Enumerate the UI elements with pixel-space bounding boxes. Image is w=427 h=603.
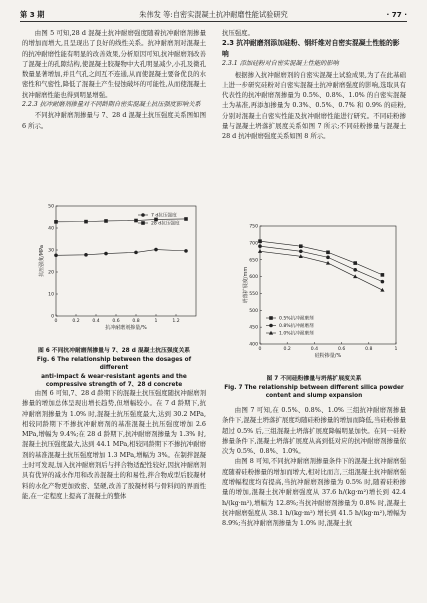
- data-point: [258, 249, 262, 253]
- left-column-lower: [22, 388, 206, 501]
- data-point: [154, 248, 158, 252]
- y-axis-label: 抗压强度/MPa: [39, 245, 45, 277]
- legend-label: 1.0%抗冲耐磨剂: [279, 331, 314, 337]
- y-tick-label: 700: [249, 241, 258, 247]
- fig6-caption-en-1: Fig. 6 The relationship between the dosages of different: [36, 356, 192, 372]
- y-tick-label: 20: [48, 270, 54, 276]
- data-point: [84, 220, 88, 224]
- x-tick-label: 0: [258, 347, 262, 352]
- legend-marker: [141, 221, 145, 225]
- x-tick-label: 1: [394, 347, 398, 352]
- section-heading-2-2-3: [22, 100, 206, 110]
- y-tick-label: 50: [48, 204, 54, 210]
- y-tick-label: 400: [249, 342, 258, 348]
- paragraph-silica-intro: 根据掺入抗冲耐磨剂的自密实混凝土试验成果,为了在此基础上进一步研究硅粉对自密实混凝土抗冲耐磨强度的影响,选取具有代表性的抗冲耐磨剂掺量为 0.5%、0.8%、1.0% 的自密实混凝土为基准,再添加掺量为 0.3%、0.5%、0.7% 和 0.9% 的硅粉,分别对混凝土自密实性能及抗冲耐磨性能进行研究。不同硅粉掺量与混凝土坍落扩展度关系如图 7 所示;不同硅粉掺量与混凝土 28 d 抗冲耐磨强度关系如图 8 所示。: [222, 70, 406, 141]
- data-point: [104, 252, 108, 256]
- fig6-caption-en-2: anti-impact & wear-resistant agents and the: [41, 373, 187, 380]
- legend-marker: [269, 316, 273, 320]
- paragraph-fig7-analysis: 由图 7 可知,在 0.5%、0.8%、1.0% 三组抗冲耐磨剂掺量条件下,混凝土坍落扩展度均随硅粉掺量的增加而降低,当硅粉掺量超过 0.5% 后,三组混凝土坍落扩展度降幅明显加快。在同一硅粉掺量条件下,混凝土坍落扩展度从高到低对应的抗冲耐磨剂掺量依次为 0.5%、0.8%、1.0%。: [222, 406, 406, 456]
- x-tick-label: 0: [54, 319, 58, 324]
- legend-label: 0.5%抗冲耐磨剂: [279, 316, 314, 322]
- data-point: [326, 250, 330, 254]
- data-point: [353, 261, 357, 265]
- data-point: [299, 244, 303, 248]
- y-tick-label: 10: [48, 292, 54, 298]
- figure-7-caption: [222, 375, 406, 401]
- series-line: [260, 251, 382, 290]
- x-tick-label: 0.6: [112, 319, 120, 324]
- page-number: · 77 ·: [386, 10, 407, 19]
- section-title: 抗冲耐磨剂掺量对不同龄期自密实混凝土抗压强度影响关系: [39, 101, 201, 109]
- data-point: [54, 253, 58, 257]
- x-tick-label: 1.2: [172, 319, 180, 324]
- data-point: [134, 251, 138, 255]
- y-tick-label: 650: [249, 258, 258, 264]
- x-tick-label: 0.4: [92, 319, 100, 324]
- data-point: [353, 268, 357, 272]
- legend-marker: [269, 324, 273, 328]
- data-point: [84, 253, 88, 257]
- series-line: [260, 246, 382, 281]
- data-point: [104, 219, 108, 223]
- data-point: [184, 249, 188, 253]
- issue-number: 第 3 期: [20, 10, 45, 19]
- data-point: [353, 274, 357, 278]
- right-column: [222, 28, 406, 142]
- y-tick-label: 0: [51, 314, 54, 320]
- y-tick-label: 600: [249, 275, 258, 281]
- y-tick-label: 450: [249, 325, 258, 331]
- legend-marker: [141, 213, 145, 217]
- fig6-caption-en-3: compressive strength of 7、28 d concrete: [45, 382, 183, 389]
- data-point: [381, 280, 385, 284]
- data-point: [54, 220, 58, 224]
- figure-6: [22, 200, 206, 342]
- data-point: [258, 239, 262, 243]
- running-title: 朱伟发 等:自密实混凝土抗冲耐磨性能试验研究: [139, 10, 288, 19]
- section-number: 2.2.3: [22, 101, 38, 109]
- series-line: [260, 241, 382, 275]
- figure-7: [222, 220, 406, 370]
- x-tick-label: 1: [154, 319, 158, 324]
- series-line: [56, 250, 186, 256]
- legend-label: 7 d抗压强度: [151, 213, 177, 219]
- data-point: [184, 217, 188, 221]
- section-title: 抗冲耐磨剂添加硅粉、钢纤维对自密实混凝土性能的影响: [222, 39, 400, 58]
- x-tick-label: 0.2: [72, 319, 80, 324]
- x-tick-label: 0.8: [365, 347, 373, 352]
- data-point: [134, 219, 138, 223]
- figure-6-caption: [22, 347, 206, 390]
- legend-label: 0.8%抗冲耐磨剂: [279, 324, 314, 330]
- y-tick-label: 30: [48, 248, 54, 254]
- paragraph-fig6-intro: 不同抗冲耐磨剂掺量与 7、28 d 混凝土抗压强度关系图如图 6 所示。: [22, 111, 206, 130]
- running-header: [20, 8, 407, 22]
- x-axis-label: 硅粉掺量/%: [314, 353, 342, 359]
- y-tick-label: 750: [249, 224, 258, 230]
- paragraph-continuation: 抗压强度。: [222, 29, 254, 37]
- section-number: 2.3: [222, 39, 235, 48]
- data-point: [381, 273, 385, 277]
- data-point: [258, 244, 262, 248]
- data-point: [380, 288, 384, 292]
- y-tick-label: 40: [48, 226, 54, 232]
- paragraph-fig6-analysis: 由图 6 可知,7、28 d 龄期下的混凝土抗压强度随抗冲耐磨剂掺量的增加总体呈现出增长趋势,但增幅较小。在 7 d 龄期下,抗冲耐磨剂掺量为 1.0% 时,混凝土抗压强度最大,达到 30.2 MPa,相较同龄期下不掺抗冲耐磨剂的基准混凝土抗压强度增加 2.6 MPa,增幅为 9.4%;在 28 d 龄期下,抗冲耐磨剂掺量为 1.3% 时,混凝土抗压强度最大,达到 44.1 MPa,相较同龄期下不掺抗冲耐磨剂的基准混凝土抗压强度增加 1.3 MPa,增幅为 3%。在制拌混凝土时可发现,加入抗冲耐磨剂后与拌合物适配性较好,因抗冲耐磨剂具有优异的减水作用和改善混凝土的和易性,拌合物成型后胶凝材料的水化产物更加致密、坚硬,改善了胶凝材料与骨料间的界面性能,在一定程度上提高了混凝土的整体: [22, 389, 206, 500]
- y-tick-label: 500: [249, 308, 258, 314]
- y-tick-label: 550: [249, 292, 258, 298]
- y-axis-label: 坍落扩展度/mm: [243, 266, 249, 304]
- subsection-number: 2.3.1: [222, 60, 238, 68]
- fig7-caption-en-1: Fig. 7 The relationship between different silica powder: [224, 384, 404, 391]
- legend-label: 28 d抗压强度: [151, 221, 180, 227]
- fig6-caption-cn: 图 6 不同抗冲耐磨剂掺量与 7、28 d 混凝土抗压强度关系: [37, 348, 191, 354]
- fig7-caption-en-2: content and slump expansion: [265, 393, 363, 400]
- figure-7-chart: [222, 220, 406, 370]
- right-column-lower: [222, 405, 406, 529]
- x-tick-label: 0.2: [283, 347, 291, 352]
- x-axis-label: 抗冲耐磨剂掺量/%: [105, 325, 147, 331]
- left-column: [22, 28, 206, 131]
- data-point: [299, 249, 303, 253]
- subsection-title: 添加硅粉对自密实混凝土性能的影响: [239, 60, 339, 68]
- x-tick-label: 0.4: [310, 347, 319, 352]
- figure-6-chart: [22, 200, 206, 342]
- x-tick-label: 0.8: [132, 319, 140, 324]
- section-heading-2-3-1: [222, 59, 406, 69]
- data-point: [326, 256, 330, 260]
- x-tick-label: 0.6: [337, 347, 346, 352]
- section-heading-2-3: [222, 38, 406, 59]
- paragraph-fig8-analysis: 由图 8 可知,不同抗冲耐磨剂掺量条件下的混凝土抗冲耐磨强度随着硅粉掺量的增加而增大,相对比而言,三组混凝土抗冲耐磨强度增幅程度均有提高,当抗冲耐磨剂掺量为 0.5% 时,随着硅粉掺量的增加,混凝土抗冲耐磨强度从 37.6 h/(kg·m²)增长到 42.4 h/(kg·m²),增幅为 12.8%;当抗冲耐磨剂掺量为 0.8% 时,混凝土抗冲耐磨强度从 38.1 h/(kg·m²) 增长到 41.5 h/(kg·m²),增幅为 8.9%;当抗冲耐磨剂掺量为 1.0% 时,混凝土抗: [222, 457, 406, 528]
- paragraph-fig5-analysis: 由图 5 可知,28 d 混凝土抗冲耐磨强度随着抗冲耐磨剂掺量的增加而增大,且呈现出了良好的线性关系。抗冲耐磨剂对混凝土的抗冲耐磨性能有明显的改善效果,分析原因可知,抗冲耐磨剂改善了混凝土的孔隙结构,使混凝土胶凝物中大孔明显减少,小孔及微孔数量显著增加,并且气孔之间互不连通,从而使混凝土要备优良的水密性和气密性,降低了混凝土产生侵蚀破坏的可能性,从而使混凝土抗冲耐磨性能也得到明显增强。: [22, 29, 206, 99]
- fig7-caption-cn: 图 7 不同硅粉掺量与坍落扩展度关系: [266, 376, 362, 382]
